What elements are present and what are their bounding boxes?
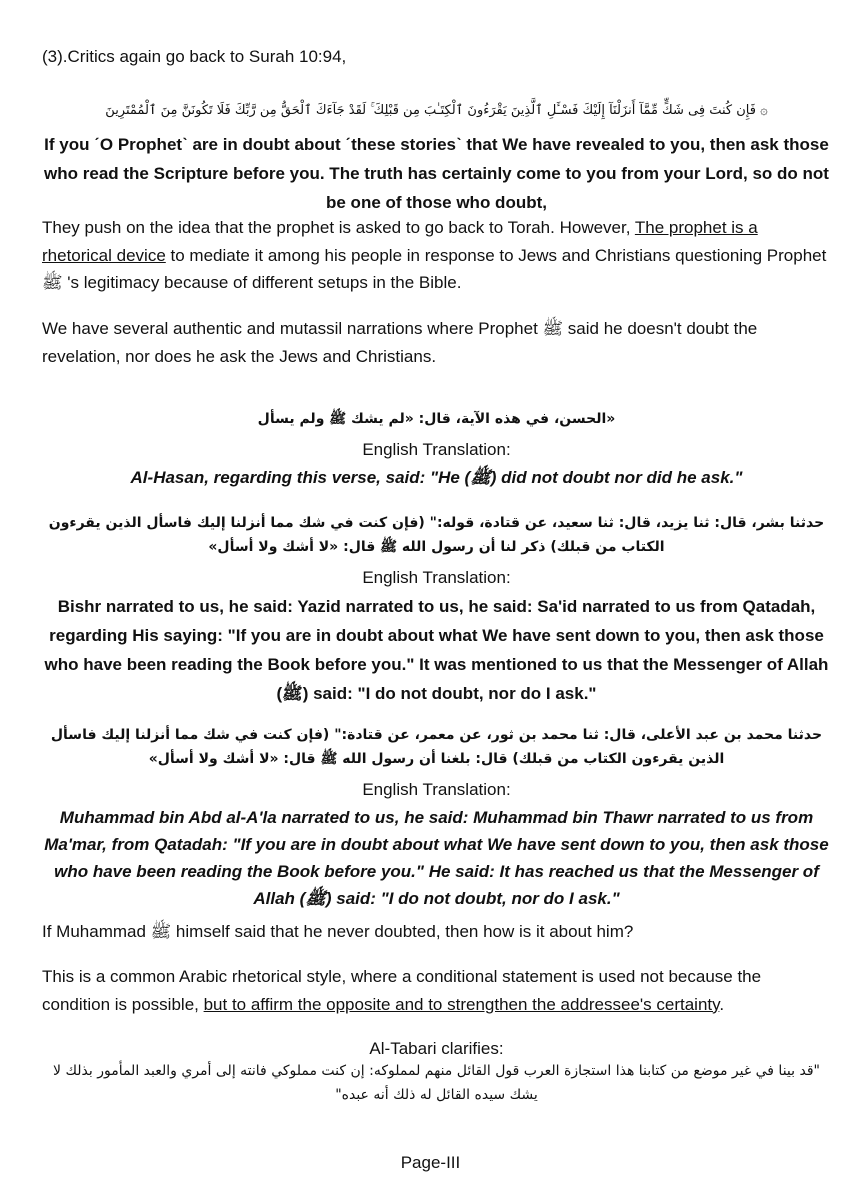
narration-english: Muhammad bin Abd al-A'la narrated to us, he said: Muhammad bin Thawr narrated to us from Ma'mar, from Qatadah: "If you are in doubt about what We have sent down to you, then ask those who have been reading the Book before you." He said: It has reached us that the Messenger of Allah (ﷺ) said: "I do not doubt, nor do I ask." [44,808,829,908]
paragraph-text: This is a common Arabic rhetorical style, where a conditional statement is used not because the condition is possible, [42,967,762,1014]
underlined-text: but to affirm the opposite and to strengthen the addressee's certainty [203,994,720,1014]
tabari-label: Al-Tabari clarifies: [369,1039,504,1058]
section-heading: (3).Critics again go back to Surah 10:94, [42,47,347,66]
verse-arabic: ۞ فَإِن كُنتَ فِى شَكٍّ مِّمَّآ أَنزَلْنَآ إِلَيْكَ فَسْـَٔلِ ٱلَّذِينَ يَقْرَءُونَ ٱلْكِتَـٰبَ مِن قَبْلِكَ ۚ لَقَدْ جَآءَكَ ٱلْحَقُّ مِن رَّبِّكَ فَلَا تَكُونَنَّ مِنَ ٱلْمُمْتَرِينَ [105,103,768,118]
narration-english: Bishr narrated to us, he said: Yazid narrated to us, he said: Sa'id narrated to us from Qatadah, regarding His saying: "If you are in doubt about what We have sent down to you, then ask those who have been reading the Book before you." It was mentioned to us that the Messenger of Allah (ﷺ) said: "I do not doubt, nor do I ask." [44,597,829,703]
paragraph-text: They push on the idea that the prophet is asked to go back to Torah. However, [42,218,635,237]
narration-arabic: حدثنا محمد بن عبد الأعلى، قال: ثنا محمد بن ثور، عن معمر، عن قتادة:" (فإن كنت في شك مما أنزلنا إليك فاسأل الذين يقرءون الكتاب من قبلك) قال: بلغنا أن رسول الله ﷺ قال: «لا أشك ولا أسأل» [50,727,823,767]
paragraph-rhetorical-style [42,963,831,1018]
paragraph-narrations-intro: We have several authentic and mutassil narrations where Prophet ﷺ said he doesn't doubt the revelation, nor does he ask the Jews and Christians. [42,319,758,366]
underlined-text: The prophet is a rhetorical device [42,218,758,265]
translation-label: English Translation: [362,568,511,587]
narration-arabic: حدثنا بشر، قال: ثنا يزيد، قال: ثنا سعيد، عن قتادة، قوله:" (فإن كنت في شك مما أنزلنا إليك فاسأل الذين يقرءون الكتاب من قبلك) ذكر لنا أن رسول الله ﷺ قال: «لا أشك ولا أسأل» [48,515,825,555]
narration-english: Al-Hasan, regarding this verse, said: "He (ﷺ) did not doubt nor did he ask." [130,468,743,487]
paragraph-rhetorical-device [42,214,831,297]
translation-label: English Translation: [362,780,511,799]
translation-label: English Translation: [362,440,511,459]
paragraph-text: . [719,994,725,1014]
paragraph-text: to mediate it among his people in response to Jews and Christians questioning Prophet ﷺ 's legitimacy because of different setups in the Bible. [42,245,827,292]
page-number: Page-III [400,1153,461,1172]
paragraph-never-doubted: If Muhammad ﷺ himself said that he never doubted, then how is it about him? [42,922,634,941]
narration-arabic: «الحسن، في هذه الآية، قال: «لم يشك ﷺ ولم يسأل [257,411,616,427]
tabari-arabic: "قد بينا في غير موضع من كتابنا هذا استجازة العرب قول القائل منهم لمملوكه: إن كنت مملوكي فانته إلى أمري والعبد المأمور بذلك لا يشك سيده القائل له ذلك أنه عبده" [53,1063,820,1103]
verse-english: If you ˊO Prophetˋ are in doubt about ˊthese storiesˋ that We have revealed to you, then ask those who read the Scripture before you. The truth has certainly come to you from your Lord, so do not be one of those who doubt, [44,135,829,212]
